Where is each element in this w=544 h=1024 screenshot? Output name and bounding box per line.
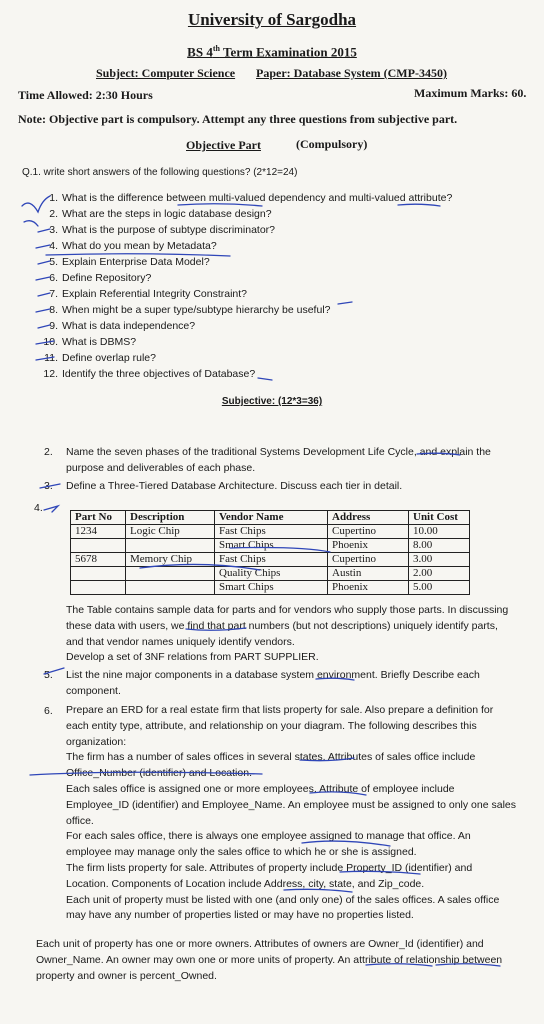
table-header-row (71, 511, 470, 525)
ink-underline (398, 204, 440, 206)
question-5: 5. List the nine major components in a database system environment. Briefly Describe each component. (44, 669, 480, 697)
objective-title: Objective Part (186, 138, 261, 152)
university-title: University of Sargodha (187, 10, 357, 29)
q6-ownership-text: Each unit of property has one or more owners. Attributes of owners are Owner_Id (identifier) and Owner_Name. An owner may own one or more units of property. An attribute of relationship between property and owner is percent_Owned. (36, 938, 503, 982)
exam-title (0, 44, 544, 60)
question-6-number: 6. (44, 705, 53, 717)
table-row: Quality Chips Austin 2.00 (71, 567, 470, 581)
time-allowed: Time Allowed: 2:30 Hours (18, 88, 153, 102)
col-vendor-name: Vendor Name (215, 511, 328, 525)
objective-item: 11. Define overlap rule? (44, 352, 156, 364)
table-row: Smart Chips Phoenix 5.00 (71, 581, 470, 595)
q6-text: Prepare an ERD for a real estate firm that lists property for sale. Also prepare a definition for each entity type, attribute, and relationship on your diagram. The following describes this organization: The firm has a number of sales offices in several states. Attributes of sales office include Office_Number (identifier) and Location. Each sales office is assigned one or more employees. Attribute of employee include Employee_ID (identifier) and Employee_Name. An employee must be assigned to only one sales office. For each sales office, there is always one employee assigned to manage that office. An employee may manage only the sales office to which he or she is assigned. The firm lists property for sale. Attributes of property include Property_ID (identifier) and Location. Components of Location include Address, city, state, and Zip_code. Each unit of property must be listed with one (and only one) of the sales offices. A sales office may have any number of properties listed or may have no properties listed. (66, 704, 516, 922)
table-row: 1234 Logic Chip Fast Chips Cupertino 10.00 (71, 525, 470, 539)
paper-label: Paper: Database System (CMP-3450) (256, 66, 447, 80)
objective-item: 5. Explain Enterprise Data Model? (49, 256, 210, 268)
ink-dash (338, 302, 352, 304)
question-4-number: 4. (34, 502, 43, 514)
subject-label: Subject: Computer Science (96, 66, 236, 80)
question-3: 3. Define a Three-Tiered Database Architecture. Discuss each tier in detail. (44, 480, 403, 492)
exam-prefix: BS 4 (187, 44, 213, 60)
table-row: Smart Chips Phoenix 8.00 (71, 539, 470, 553)
compulsory-tag: (Compulsory) (296, 137, 368, 151)
col-address: Address (328, 511, 409, 525)
exam-suffix: Term Examination 2015 (219, 44, 357, 60)
part-supplier-table (70, 510, 470, 595)
question-2: 2. Name the seven phases of the traditional Systems Development Life Cycle, and explain the purpose and deliverables of each phase. (44, 446, 491, 474)
objective-item: 7. Explain Referential Integrity Constraint? (49, 288, 248, 300)
instructions-note: Note: Objective part is compulsory. Attempt any three questions from subjective part. (18, 112, 458, 126)
exam-sup: th (212, 44, 220, 53)
objective-item: 2. What are the steps in logic database design? (49, 208, 272, 220)
objective-item: 12. Identify the three objectives of Database? (43, 368, 256, 380)
objective-item: 4. What do you mean by Metadata? (49, 240, 217, 252)
col-description: Description (126, 511, 215, 525)
objective-item: 10. What is DBMS? (43, 336, 137, 348)
q4-text: The Table contains sample data for parts and for vendors who supply those parts. In discussing these data with users, we find that part numbers (but not descriptions) uniquely identify parts, and that vendor names uniquely identify vendors. Develop a set of 3NF relations from PART SUPPLIER. (66, 604, 509, 664)
objective-item: 1. What is the difference between multi-valued dependency and multi-valued attribute? (49, 192, 453, 204)
objective-item: 6. Define Repository? (49, 272, 152, 284)
col-unit-cost: Unit Cost (409, 511, 470, 525)
ink-underline (178, 204, 262, 206)
subjective-title: Subjective: (12*3=36) (221, 396, 323, 407)
table-row: 5678 Memory Chip Fast Chips Cupertino 3.00 (71, 553, 470, 567)
objective-item: 9. What is data independence? (49, 320, 196, 332)
max-marks: Maximum Marks: 60. (414, 86, 527, 100)
objective-item: 8. When might be a super type/subtype hierarchy be useful? (49, 304, 331, 316)
question-1-heading: Q.1. write short answers of the following questions? (2*12=24) (22, 167, 298, 178)
ink-dash (258, 378, 272, 380)
col-part-no: Part No (71, 511, 126, 525)
objective-item: 3. What is the purpose of subtype discriminator? (49, 224, 276, 236)
